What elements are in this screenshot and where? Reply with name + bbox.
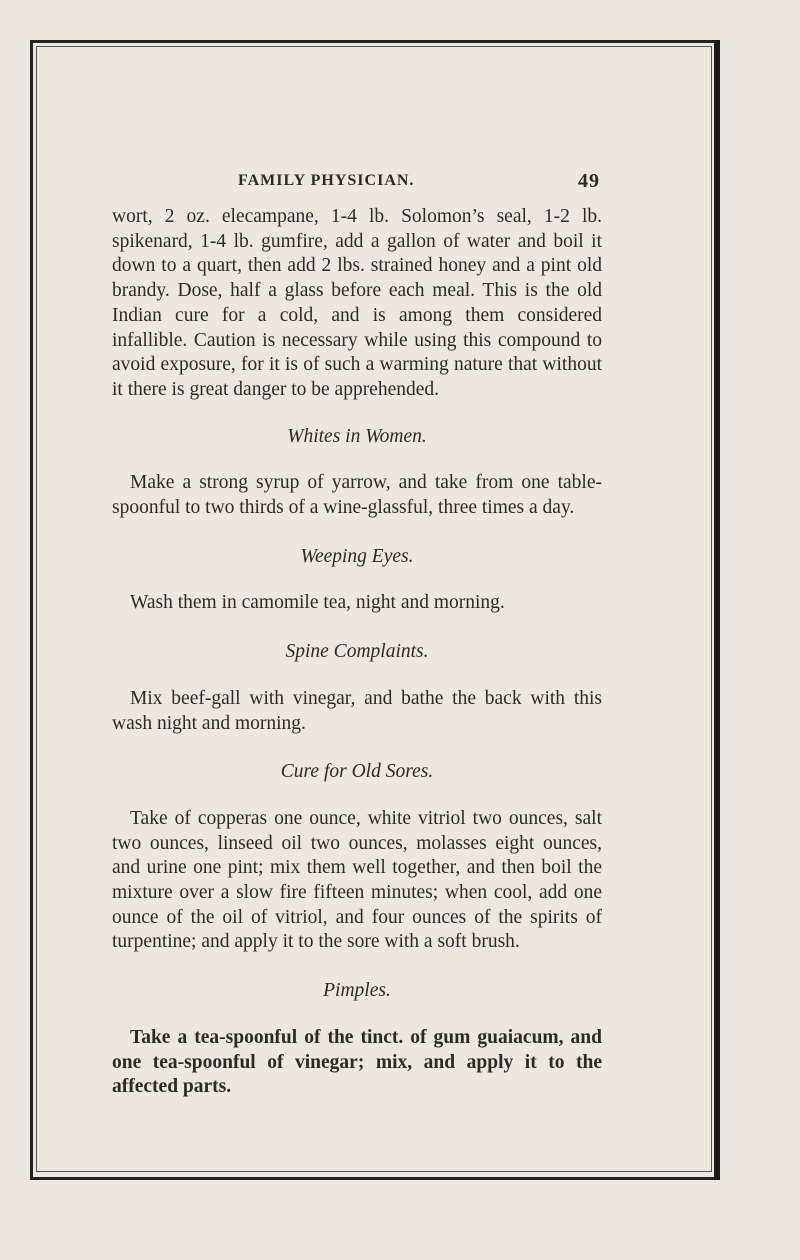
paragraph-pimples: Take a tea-spoonful of the tinct. of gum guaiacum, and one tea-spoonful of vinegar; mix, and apply it to the affected parts.: [112, 1026, 602, 1098]
section-heading-eyes: Weeping Eyes.: [300, 545, 414, 567]
page-border-shadow: [714, 40, 720, 1180]
running-head: [238, 172, 600, 196]
section-heading-pimples: Pimples.: [323, 980, 391, 1002]
section-heading-whites: Whites in Women.: [287, 425, 427, 447]
page-text: [112, 205, 602, 1100]
section-heading-sores: Cure for Old Sores.: [280, 761, 434, 783]
running-head-title: FAMILY PHYSICIAN.: [238, 172, 415, 189]
paragraph-spine: Mix beef-gall with vinegar, and bathe the back with this wash night and morning.: [112, 687, 602, 734]
page-number: 49: [578, 170, 600, 192]
section-heading-spine: Spine Complaints.: [285, 641, 429, 663]
paragraph-sores: Take of copperas one ounce, white vitriol two ounces, salt two ounces, linseed oil two ounces, molasses eight ounces, and urine one pint; mix them well together, and then boil the mixture over a slow fire fifteen minutes; when cool, add one ounce of the oil of vitriol, and four ounces of the spirits of turpentine; and apply it to the sore with a soft brush.: [112, 807, 602, 953]
paragraph-eyes: Wash them in camomile tea, night and morning.: [130, 592, 505, 614]
paragraph-continued: wort, 2 oz. elecampane, 1-4 lb. Solomon’s seal, 1-2 lb. spikenard, 1-4 lb. gumfire, add a gallon of water and boil it down to a quart, then add 2 lbs. strained honey and a pint old brandy. Dose, half a glass before each meal. This is the old Indian cure for a cold, and is among them considered infallible. Caution is necessary while using this compound to avoid exposure, for it is of such a warming nature that without it there is great danger to be apprehended.: [112, 206, 602, 400]
paragraph-whites: Make a strong syrup of yarrow, and take from one table-spoonful to two thirds of a wine-glassful, three times a day.: [112, 472, 602, 519]
